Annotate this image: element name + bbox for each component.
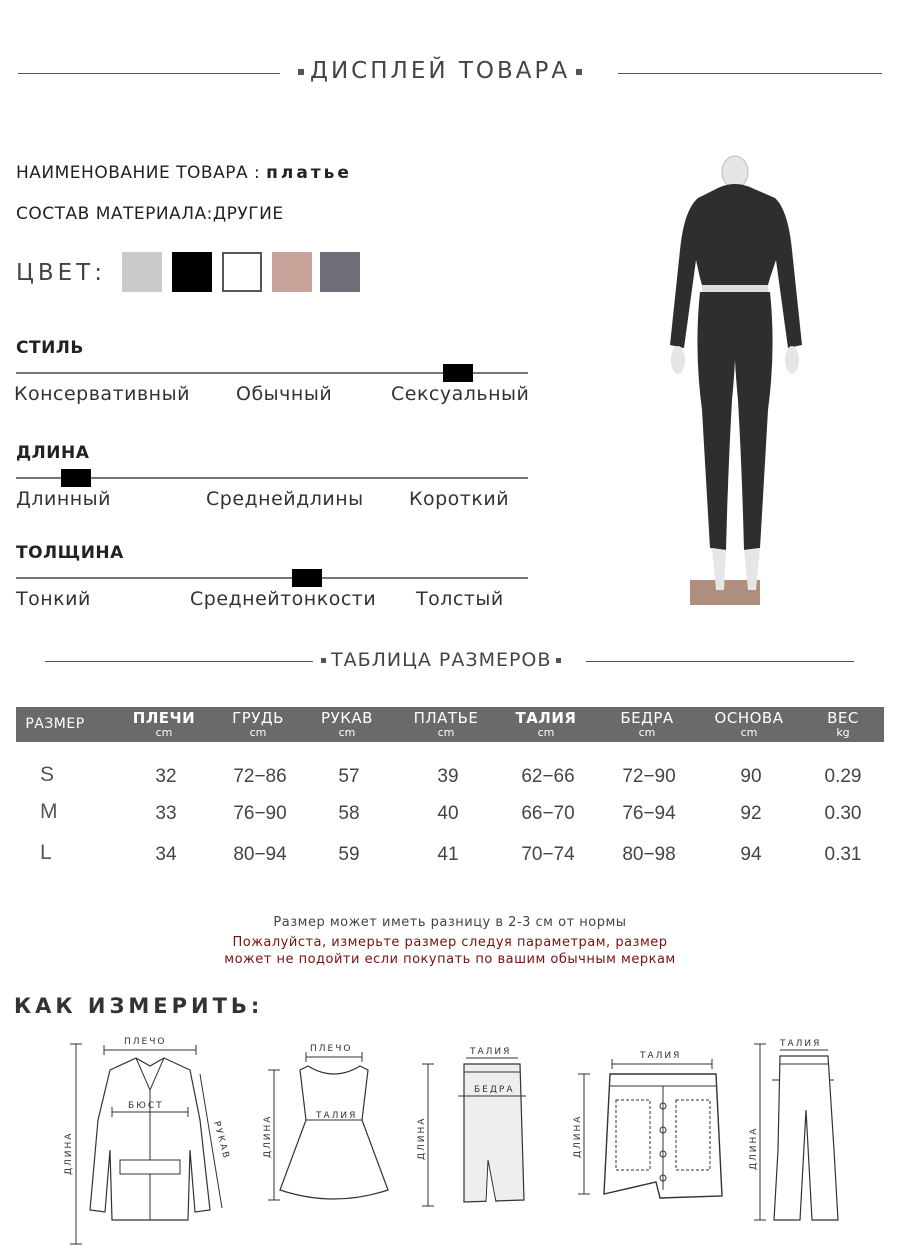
- square-icon: [298, 69, 304, 75]
- slider-title-length: ДЛИНА: [16, 443, 90, 463]
- slider-title-style: СТИЛЬ: [16, 338, 84, 358]
- square-icon: [321, 658, 326, 663]
- table-cell-hips: 80−98: [622, 844, 676, 865]
- table-cell-hips: 72−90: [622, 766, 676, 787]
- label-sleeve-1: РУКАВ: [211, 1120, 232, 1162]
- size-title-text: ТАБЛИЦА РАЗМЕРОВ: [331, 649, 552, 671]
- table-cell-sleeve: 58: [338, 803, 360, 824]
- size-section-title: [316, 649, 566, 671]
- slider-label-short: Короткий: [409, 488, 510, 510]
- table-cell-waist: 62−66: [521, 766, 575, 787]
- slider-label-conservative: Консервативный: [14, 383, 190, 405]
- table-cell-dress: 41: [437, 844, 459, 865]
- note-tolerance: Размер может иметь разницу в 2-3 см от нормы: [273, 915, 627, 930]
- how-to-measure-title: КАК ИЗМЕРИТЬ:: [14, 994, 264, 1018]
- slider-label-regular: Обычный: [236, 383, 333, 405]
- slider-label-sexy: Сексуальный: [391, 383, 530, 405]
- slider-label-thick: Толстый: [416, 588, 504, 610]
- slider-track-thickness: [16, 577, 528, 579]
- product-photo: [640, 150, 840, 610]
- slider-knob-length: [61, 469, 91, 487]
- table-cell-shoulders: 34: [155, 844, 177, 865]
- color-swatch-gray[interactable]: [122, 252, 162, 292]
- material-label: СОСТАВ МАТЕРИАЛА:: [16, 204, 213, 224]
- slider-label-thin: Тонкий: [16, 588, 91, 610]
- table-cell-waist: 70−74: [521, 844, 575, 865]
- slider-knob-style: [443, 364, 473, 382]
- display-header-line-right: [618, 73, 882, 74]
- slider-track-length: [16, 477, 528, 479]
- label-length-3: ДЛИНА: [417, 1116, 427, 1160]
- size-row-label: S: [40, 763, 55, 786]
- display-section-title: [292, 58, 588, 84]
- note-measure-2: может не подойти если покупать по вашим обычным меркам: [224, 952, 676, 967]
- color-swatch-black[interactable]: [172, 252, 212, 292]
- label-shoulder-2: ПЛЕЧО: [310, 1044, 353, 1054]
- label-length-4: ДЛИНА: [573, 1114, 583, 1158]
- table-cell-waist: 66−70: [521, 803, 575, 824]
- label-waist-3: ТАЛИЯ: [470, 1047, 512, 1057]
- note-measure-1: Пожалуйста, измерьте размер следуя параметрам, размер: [232, 935, 668, 950]
- measure-diagrams: [0, 1030, 900, 1254]
- color-swatch-white[interactable]: [222, 252, 262, 292]
- display-header-line-left: [18, 73, 280, 74]
- table-cell-chest: 72−86: [233, 766, 287, 787]
- table-cell-sleeve: 57: [338, 766, 360, 787]
- display-title-text: ДИСПЛЕЙ ТОВАРА: [310, 58, 571, 84]
- table-cell-base: 94: [740, 844, 762, 865]
- col-header-size: РАЗМЕР: [25, 716, 85, 732]
- diagram-shorts: [573, 1051, 722, 1198]
- leggings: [697, 292, 772, 550]
- size-header-line-left: [45, 661, 313, 662]
- table-cell-shoulders: 33: [155, 803, 177, 824]
- color-swatch-blue-gray[interactable]: [320, 252, 360, 292]
- label-length-5: ДЛИНА: [749, 1126, 759, 1170]
- size-header-line-right: [586, 661, 854, 662]
- label-bust-1: БЮСТ: [128, 1101, 164, 1111]
- slider-knob-thickness: [292, 569, 322, 587]
- square-icon: [556, 658, 561, 663]
- col-header-hips: БЕДРА cm: [620, 709, 674, 739]
- table-cell-dress: 40: [437, 803, 459, 824]
- col-header-shoulders: ПЛЕЧИ cm: [132, 709, 196, 739]
- size-row-label: L: [40, 841, 52, 864]
- label-waist-4: ТАЛИЯ: [640, 1051, 682, 1061]
- col-header-base: ОСНОВА cm: [714, 709, 784, 739]
- size-row-label: M: [40, 800, 58, 823]
- material-value: ДРУГИЕ: [212, 204, 284, 224]
- size-table-header: [16, 707, 884, 742]
- diagram-skirt: [417, 1047, 526, 1206]
- col-header-sleeve: РУКАВ cm: [321, 709, 373, 739]
- col-header-chest: ГРУДЬ cm: [232, 709, 284, 739]
- col-header-waist: ТАЛИЯ cm: [515, 709, 577, 739]
- label-hips-3: БЕДРА: [474, 1085, 515, 1095]
- label-waist-5: ТАЛИЯ: [780, 1039, 822, 1049]
- table-cell-chest: 80−94: [233, 844, 287, 865]
- color-label: ЦВЕТ:: [16, 260, 106, 286]
- product-name-label: НАИМЕНОВАНИЕ ТОВАРА :: [16, 163, 261, 183]
- label-length-2: ДЛИНА: [263, 1114, 273, 1158]
- slider-title-thickness: ТОЛЩИНА: [16, 543, 124, 563]
- col-header-weight: ВЕС kg: [827, 709, 859, 739]
- table-cell-base: 90: [740, 766, 762, 787]
- table-cell-chest: 76−90: [233, 803, 287, 824]
- square-icon: [576, 69, 582, 75]
- table-cell-dress: 39: [437, 766, 459, 787]
- table-cell-weight: 0.30: [824, 803, 862, 824]
- slider-label-medium-length: Среднейдлины: [206, 488, 364, 510]
- label-waist-2: ТАЛИЯ: [316, 1111, 358, 1121]
- table-cell-shoulders: 32: [155, 766, 177, 787]
- color-swatch-pink[interactable]: [272, 252, 312, 292]
- table-cell-base: 92: [740, 803, 762, 824]
- product-name-value: платье: [266, 163, 352, 183]
- table-cell-weight: 0.29: [824, 766, 862, 787]
- product-name-row: [16, 163, 352, 183]
- col-header-dress: ПЛАТЬЕ cm: [413, 709, 479, 739]
- table-cell-sleeve: 59: [338, 844, 360, 865]
- slider-label-long: Длинный: [16, 488, 112, 510]
- table-cell-weight: 0.31: [824, 844, 862, 865]
- diagram-jacket: [64, 1037, 231, 1244]
- slider-label-medium-thickness: Среднейтонкости: [190, 588, 377, 610]
- table-cell-hips: 76−94: [622, 803, 676, 824]
- label-length-1: ДЛИНА: [64, 1131, 74, 1175]
- diagram-dress: [263, 1044, 388, 1200]
- material-row: [16, 204, 284, 224]
- diagram-pants: [749, 1039, 838, 1220]
- label-shoulder-1: ПЛЕЧО: [124, 1037, 167, 1047]
